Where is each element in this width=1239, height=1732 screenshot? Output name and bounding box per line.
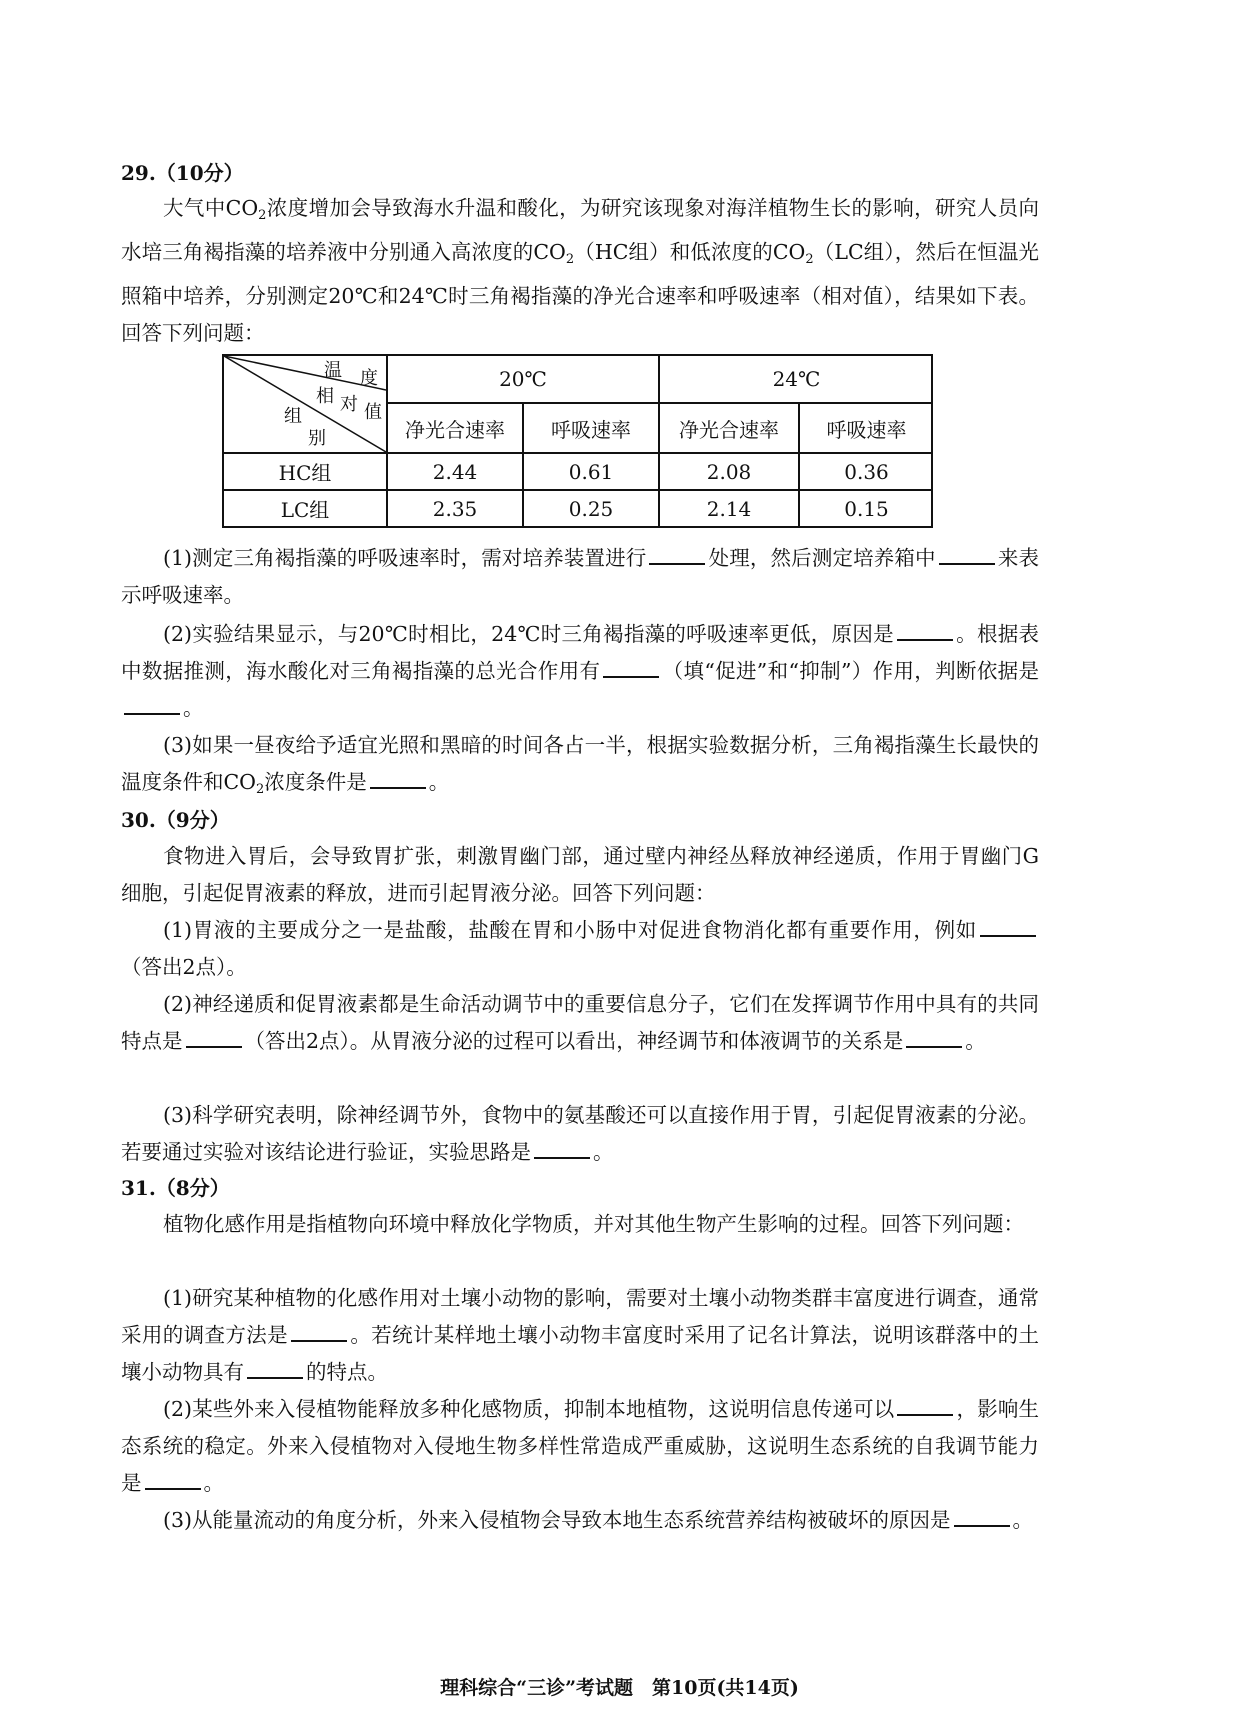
question-31-part-3: (3)从能量流动的角度分析，外来入侵植物会导致本地生态系统营养结构被破坏的原因是 。 bbox=[163, 1508, 1034, 1532]
answer-blank[interactable] bbox=[534, 1156, 590, 1159]
question-31-intro: 植物化感作用是指植物向环境中释放化学物质，并对其他生物产生影响的过程。回答下列问题： bbox=[163, 1212, 1024, 1236]
header-temp-24: 24℃ bbox=[772, 367, 821, 391]
question-30-part-2: (2)神经递质和促胃液素都是生命活动调节中的重要信息分子，它们在发挥调节作用中具有的共同特点是 （答出2点）。从胃液分泌的过程可以看出，神经调节和体液调节的关系是 。 bbox=[121, 992, 1039, 1053]
question-29-part-1: (1)测定三角褐指藻的呼吸速率时，需对培养装置进行 处理，然后测定培养箱中 来表示呼吸速率。 bbox=[121, 546, 1040, 607]
answer-blank[interactable] bbox=[145, 1487, 201, 1490]
row-lc-resp-24: 0.15 bbox=[844, 496, 889, 521]
question-29-heading: 29.（10分） bbox=[121, 161, 244, 185]
answer-blank[interactable] bbox=[186, 1045, 242, 1048]
header-resp-24: 呼吸速率 bbox=[826, 417, 907, 442]
corner-rel-1: 相 bbox=[316, 386, 334, 407]
corner-grp-2: 别 bbox=[308, 428, 326, 449]
row-lc-net-20: 2.35 bbox=[432, 496, 478, 521]
row-lc-group: LC组 bbox=[280, 498, 330, 522]
header-temp-20: 20℃ bbox=[499, 367, 547, 391]
header-resp-20: 呼吸速率 bbox=[551, 417, 631, 442]
answer-blank[interactable] bbox=[247, 1376, 303, 1379]
question-30-part-3: (3)科学研究表明，除神经调节外，食物中的氨基酸还可以直接作用于胃，引起促胃液素的分泌。若要通过实验对该结论进行验证，实验思路是 。 bbox=[121, 1103, 1039, 1164]
question-30-heading: 30.（9分） bbox=[121, 808, 230, 832]
row-lc-resp-20: 0.25 bbox=[568, 496, 614, 521]
question-30-intro: 食物进入胃后，会导致胃扩张，刺激胃幽门部，通过壁内神经丛释放神经递质，作用于胃幽门G细胞，引起促胃液素的释放，进而引起胃液分泌。回答下列问题： bbox=[121, 844, 1039, 905]
corner-temp-2: 度 bbox=[360, 368, 378, 389]
corner-rel-3: 值 bbox=[364, 402, 382, 423]
answer-blank[interactable] bbox=[939, 562, 995, 565]
question-31-part-1: (1)研究某种植物的化感作用对土壤小动物的影响，需要对土壤小动物类群丰富度进行调查，通常采用的调查方法是 。若统计某样地土壤小动物丰富度时采用了记名计算法，说明该群落中的土壤小动物具有 的特点。 bbox=[121, 1286, 1040, 1384]
corner-temp-1: 温 bbox=[324, 360, 342, 381]
answer-blank[interactable] bbox=[370, 786, 426, 789]
row-lc-net-24: 2.14 bbox=[706, 496, 752, 521]
row-hc-resp-24: 0.36 bbox=[844, 459, 889, 484]
question-30-part-1: (1)胃液的主要成分之一是盐酸，盐酸在胃和小肠中对促进食物消化都有重要作用，例如（答出2点）。 bbox=[121, 912, 1039, 986]
row-hc-net-24: 2.08 bbox=[706, 459, 752, 484]
answer-blank[interactable] bbox=[897, 1413, 953, 1416]
row-hc-group: HC组 bbox=[278, 461, 332, 485]
corner-grp-1: 组 bbox=[284, 406, 302, 427]
answer-blank[interactable] bbox=[906, 1045, 962, 1048]
header-net-24: 净光合速率 bbox=[679, 417, 779, 442]
page-footer: 理科综合“三诊”考试题 第10页(共14页) bbox=[440, 1677, 799, 1699]
header-net-20: 净光合速率 bbox=[405, 417, 505, 442]
row-hc-resp-20: 0.61 bbox=[568, 459, 614, 484]
question-31-part-2: (2)某些外来入侵植物能释放多种化感物质，抑制本地植物，这说明信息传递可以 ，影响生态系统的稳定。外来入侵植物对入侵地生物多样性常造成严重威胁，这说明生态系统的自我调节能力是 。 bbox=[121, 1397, 1040, 1495]
question-31-heading: 31.（8分） bbox=[121, 1176, 230, 1200]
answer-blank[interactable] bbox=[897, 638, 953, 641]
answer-blank[interactable] bbox=[980, 934, 1036, 937]
results-table bbox=[222, 354, 933, 528]
row-hc-net-20: 2.44 bbox=[432, 459, 478, 484]
question-29-part-2: (2)实验结果显示，与20℃时相比，24℃时三角褐指藻的呼吸速率更低，原因是 。根据表中数据推测，海水酸化对三角褐指藻的总光合作用有 （填“促进”和“抑制”）作用，判断依据是。 bbox=[121, 622, 1040, 720]
answer-blank[interactable] bbox=[124, 712, 180, 715]
question-29-part-3: (3)如果一昼夜给予适宜光照和黑暗的时间各占一半，根据实验数据分析，三角褐指藻生长最快的温度条件和$CO_2$浓度条件是 。 bbox=[121, 733, 1039, 797]
question-29-intro: 大气中$CO_2$浓度增加会导致海水升温和酸化，为研究该现象对海洋植物生长的影响，研究人员向水培三角褐指藻的培养液中分别通入高浓度的$CO_2(HC$组）和低浓度的$CO_2(LC$组），然后在恒温光照箱中培养，分别测定20℃和24℃时三角褐指藻的净光合速率和呼吸速率（相对值），结果如下表。回答下列问题： bbox=[121, 196, 1039, 345]
answer-blank[interactable] bbox=[649, 562, 705, 565]
answer-blank[interactable] bbox=[291, 1339, 347, 1342]
corner-rel-2: 对 bbox=[340, 394, 358, 415]
answer-blank[interactable] bbox=[954, 1524, 1010, 1527]
answer-blank[interactable] bbox=[603, 675, 659, 678]
